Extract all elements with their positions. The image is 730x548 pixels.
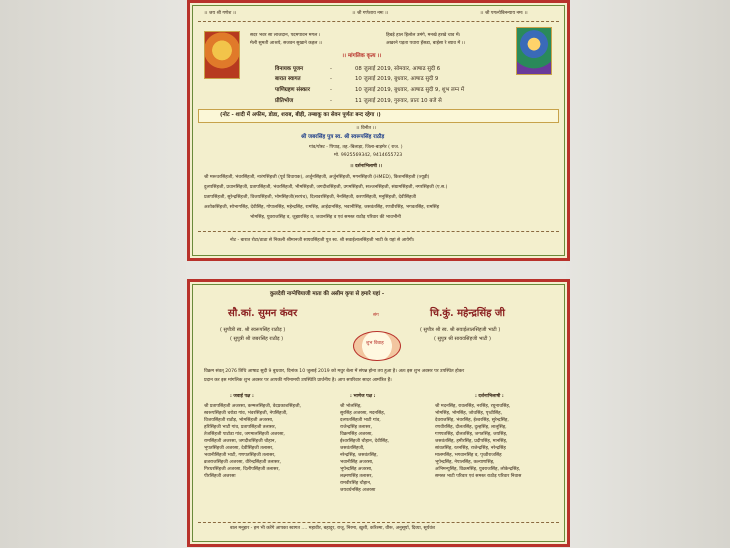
col-left (204, 405, 301, 482)
mantra-left-1: सदर भवर सा लाजदान, पदमपावन मगल । (250, 33, 321, 38)
list-item: भोमसिंह, भोमसिंह, जोधसिंह, पृथ्वीसिंह, (435, 410, 503, 416)
col-mid-title: : भाणेज पक्ष : (350, 394, 376, 399)
list-item: सुरसिंह अजरसा, मदनसिंह, (340, 410, 386, 416)
mantra-left-2: मेली सुमती आश्रये, सजवन सुखाने कहल ।। (250, 41, 323, 46)
list-item: जसवंतसिंहजी, (340, 445, 365, 451)
list-item: भवानीसिंह अजरसा, (340, 459, 374, 465)
host-name: श्री जबरसिंह पुत्र स्व. श्री स्वरूपसिंह राठौड़ (301, 134, 385, 140)
darshan-line: दुलपसिंहजी, प्रधानसिंहजी, प्रतापसिंहजी, भंवरसिंहजी, भीमसिंहजी, जगदीशसिंहजी, उगमसिंहजी, सज्जनसिंहजी, संग्रामसिंहजी, नगरसिंहजी (ए.स.) (204, 185, 448, 190)
list-item: रणवीरसिंह, दौलतसिंह, दुल्हसिंह, लालूसिंह, (435, 424, 507, 430)
list-item: रामवीरसिंह चौहान, (340, 480, 372, 486)
list-item: सांवतसिंह, रतनसिंह, राजेन्द्रसिंह, नरेन्द्रसिंह (435, 445, 506, 451)
darshan-line: अशोकसिंहजी, सोभागसिंह, देवीसिंह, गोपालसिंह, महेन्द्रसिंह, रामसिंह, आईदानसिंह, भवानीसिंह, जसवंतसिंह, रणवीरसिंह, भगवतसिंह, रामसिंह (204, 205, 440, 210)
background-left (0, 0, 186, 548)
bride-father: ( सुपुत्री श्री जबरसिंह राठौड़ ) (230, 336, 284, 342)
darshan-line: भोमसिंह, युवराजसिंह व, जुझारसिंह व, जवानसिंह व एवं समस्त राठौड़ परिवार की भावभीनी (250, 215, 401, 220)
list-item: श्री भोलसिंह, (340, 404, 362, 409)
host-phone: मो. 9925569342, 9414655723 (334, 153, 403, 158)
list-item: ब्रजराजसिंहजी अजरसा, वीरेन्द्रसिंहजी तलासर, (204, 459, 281, 465)
list-item: भवानीसिंहजी भाटी, गणपतसिंहजी तलासर, (204, 452, 276, 458)
bride-grandfather: ( सुपौत्री स्व. श्री स्वरूपसिंह राठौड़ ) (220, 327, 286, 333)
list-item: श्री मदनसिंह, रावलसिंह, नरसिंह, रघुनाथसिंह, (435, 404, 511, 409)
event-detail: 10 जुलाई 2019, बुधवार, आषाढ सुदी 9 (355, 76, 439, 82)
darshan-line: प्रतापसिंहजी, सुरेन्द्रसिंहजी, विजयसिंहजी, भोमसिंहजी(सरपंच), दिलावरसिंहजी, नैनसिंहजी, करणसिंहजी, मनुसिंहजी, देवीसिंहजी (204, 195, 416, 200)
list-item: गिरधरसिंहजी अजरसा, दिलीपसिंहजी तलासर, (204, 466, 280, 472)
sang-text: संग (373, 313, 379, 318)
col-left-title: : जवाई पक्ष : (230, 394, 254, 399)
list-item: अभिमन्युसिंह, विक्रमसिंह, युवराजसिंह, लोकेन्द्रसिंह, (435, 466, 521, 472)
darshan-line: श्री मरूधरसिंहजी, भंवरसिंहजी, नारंगसिंहजी (पूर्व विधायक), अर्जुनसिंहजी, अर्जुनसिंहजी, मगनसिंहजी (HMED), किशनसिंहजी (ज्यूडी) (204, 175, 430, 180)
groom-name: चि.कुं. महेन्द्रसिंह जी (430, 308, 505, 319)
invite-paragraph-2: प्रदान कर इस मांगलिक शुभ अवसर पर आपकी गरिमामयी उपस्थिति प्रार्थनीय है। आप सपरिवार सादर आमंत्रित हैं। (204, 378, 392, 383)
list-item: भूपेन्द्रसिंह अजरसा, (340, 466, 373, 472)
event-detail: 11 जुलाई 2019, गुरुवार, प्रातः 10 बजे से (355, 98, 442, 104)
list-item: विक्रमसिंह अजरसा, (340, 431, 373, 437)
event-detail: 10 जुलाई 2019, बुधवार, आषाढ सुदी 9, शुभ लग्न में (355, 87, 465, 93)
header-center: ।। श्री गणेशाय नमः ।। (352, 11, 389, 16)
list-item: मालमसिंह, भगवानसिंह व, पृथ्वीराजसिंह (435, 452, 502, 458)
event-name: प्रीतिभोज (275, 98, 294, 104)
invite-paragraph-1: विक्रम संवत् 2076 तिथि आषाढ सुदी 9 बुधवार, दिनांक 10 जुलाई 2019 को मधुर बेला में संपन्न होना तय हुआ है। अतः इस शुभ अवसर पर उपस्थित होकर (204, 369, 465, 374)
event-sep: - (330, 98, 332, 104)
footer-note: नोट - बारात रोटा/ठाठा से निकली श्रीमानजी सायवसिंहजी पुत्र स्व. श्री सवाईलालसिंहजी भाटी के यहां से आयेगी। (230, 238, 415, 243)
mantra-right-1: हिबड़े हाल हिलोल उमंगे, मनखे हरखे चाव में। (386, 33, 461, 38)
mantra-right-2: अखरने पड़ता पधारा हँसडा, बाईसा रे ब्याव में ।। (386, 41, 466, 46)
col-mid (340, 405, 389, 496)
darshan-label: ।। दर्शनाभिलाषी ।। (350, 164, 383, 169)
list-item: भूपेन्द्रसिंह, नेपालसिंह, कल्याणसिंह, (435, 459, 495, 465)
list-item: समस्त भाटी परिवार एवं समस्त राठौड़ परिवार निवास (435, 473, 522, 479)
event-name: विनायक पूजन (275, 66, 303, 72)
col-right-title: : दर्शनाभिलाषी : (475, 394, 504, 399)
invitation-card-top (187, 0, 570, 261)
bride-name: सौ.कां. सुमन कंवर (228, 308, 298, 319)
list-item: दलपतसिंहजी भाटी गांव, (340, 417, 381, 423)
host-address: गांव/पोस्ट - पिपाड़, तह.-बिलाड़ा, जिला-बाड़मेर ( राज. ) (309, 145, 403, 150)
list-item: हरिसिंहजी भाटी गांव, प्रतापसिंहजी तलासर, (204, 424, 277, 430)
event-sep: - (330, 66, 332, 72)
goddess-image (516, 27, 552, 75)
list-item: लक्ष्मणसिंह तलासर, (340, 473, 373, 479)
event-sep: - (330, 76, 332, 82)
event-name: बारात स्वागत (275, 76, 301, 82)
header-left: ।। जय श्री गणेश ।। (204, 11, 237, 16)
footer-bal-manuhar: बाल मनुहार - हम भी करेंगे आपका स्वागत .... महावीर, बहादुर, राजू, निरमा, खुशी, करिश्मा, वीरू, अनुसूर्या, दिव्या, सूर्यवंश (230, 526, 436, 531)
col-right (435, 405, 521, 482)
list-item: देवराजसिंह, भंवरसिंह, ईश्वरसिंह, सुरेन्द्रसिंह, (435, 417, 509, 423)
ganesh-image (204, 31, 240, 79)
groom-grandfather: ( सुपौत्र श्री स्व. श्री सवाईलालसिंहजी भाटी ) (420, 327, 501, 333)
emblem-text: शुभ विवाह (366, 341, 384, 346)
list-item: गणपतसिंह, दौलतसिंह, जगतसिंह, जयसिंह, (435, 431, 508, 437)
event-detail: 08 जुलाई 2019, सोमवार, आषाढ सुदी 6 (355, 66, 441, 72)
list-item: रामसिंहजी अजरसा, जगदीशसिंहजी चौहान, (204, 438, 276, 444)
list-item: श्री प्रतापसिंहजी अजरसा, कम्मलसिंहजी, वेदप्रकाशसिंहजी, (204, 404, 301, 409)
divider (198, 21, 559, 22)
list-item: नरेन्द्रसिंह, जसवंतसिंह, (340, 452, 378, 458)
list-item: पीरसिंहजी अजरसा (204, 473, 236, 479)
blessing-line: कुलदेवी नाग्नेचियाजी माता की असीम कृपा से हमारे यहां - (270, 291, 385, 297)
alcohol-note: (नोट - शादी में अफीम, डोडा, शराब, बीड़ी, तम्बाकू का सेवन पूर्णतः बन्द रहेगा ।) (220, 112, 381, 118)
background-right (566, 0, 730, 548)
list-item: भूपतसिंहजी अजरसा, देवीसिंहजी तलासर, (204, 445, 274, 451)
event-name: पाणिग्रहण संस्कार (275, 87, 310, 93)
list-item: ईश्वरसिंहजी चौहान, देवीसिंह, (340, 438, 390, 444)
list-item: स्वरूपसिंहजी चरोडा गांव, भंवरसिंहजी, नेपसिंहजी, (204, 410, 288, 416)
list-item: तेजसिंहजी पाटोडा गांव, जगमालसिंहजी अजरसा, (204, 431, 285, 437)
list-item: राजेन्द्रसिंह तलासर, (340, 424, 372, 430)
header-right: ।। श्री पगल्येबिनन्याय नमः ।। (480, 11, 528, 16)
invitation-card-bottom (187, 279, 570, 547)
divider (198, 231, 559, 232)
program-title: ।। मांगलिक कृत्य ।। (342, 53, 382, 59)
divider (198, 522, 559, 523)
groom-father: ( सुपुत्र श्री सायवसिंहजी भाटी ) (434, 336, 491, 342)
list-item: विजयसिंहजी राठौड़, भोमसिंहजी अजरसा, (204, 417, 274, 423)
list-item: जसवंतसिंह, हमीरसिंह, प्रदीपसिंह, मानसिंह, (435, 438, 508, 444)
list-item: जयवर्धनसिंह अजरसा (340, 487, 376, 493)
event-sep: - (330, 87, 332, 93)
invite-label: ।। विनीत ।। (356, 126, 376, 131)
